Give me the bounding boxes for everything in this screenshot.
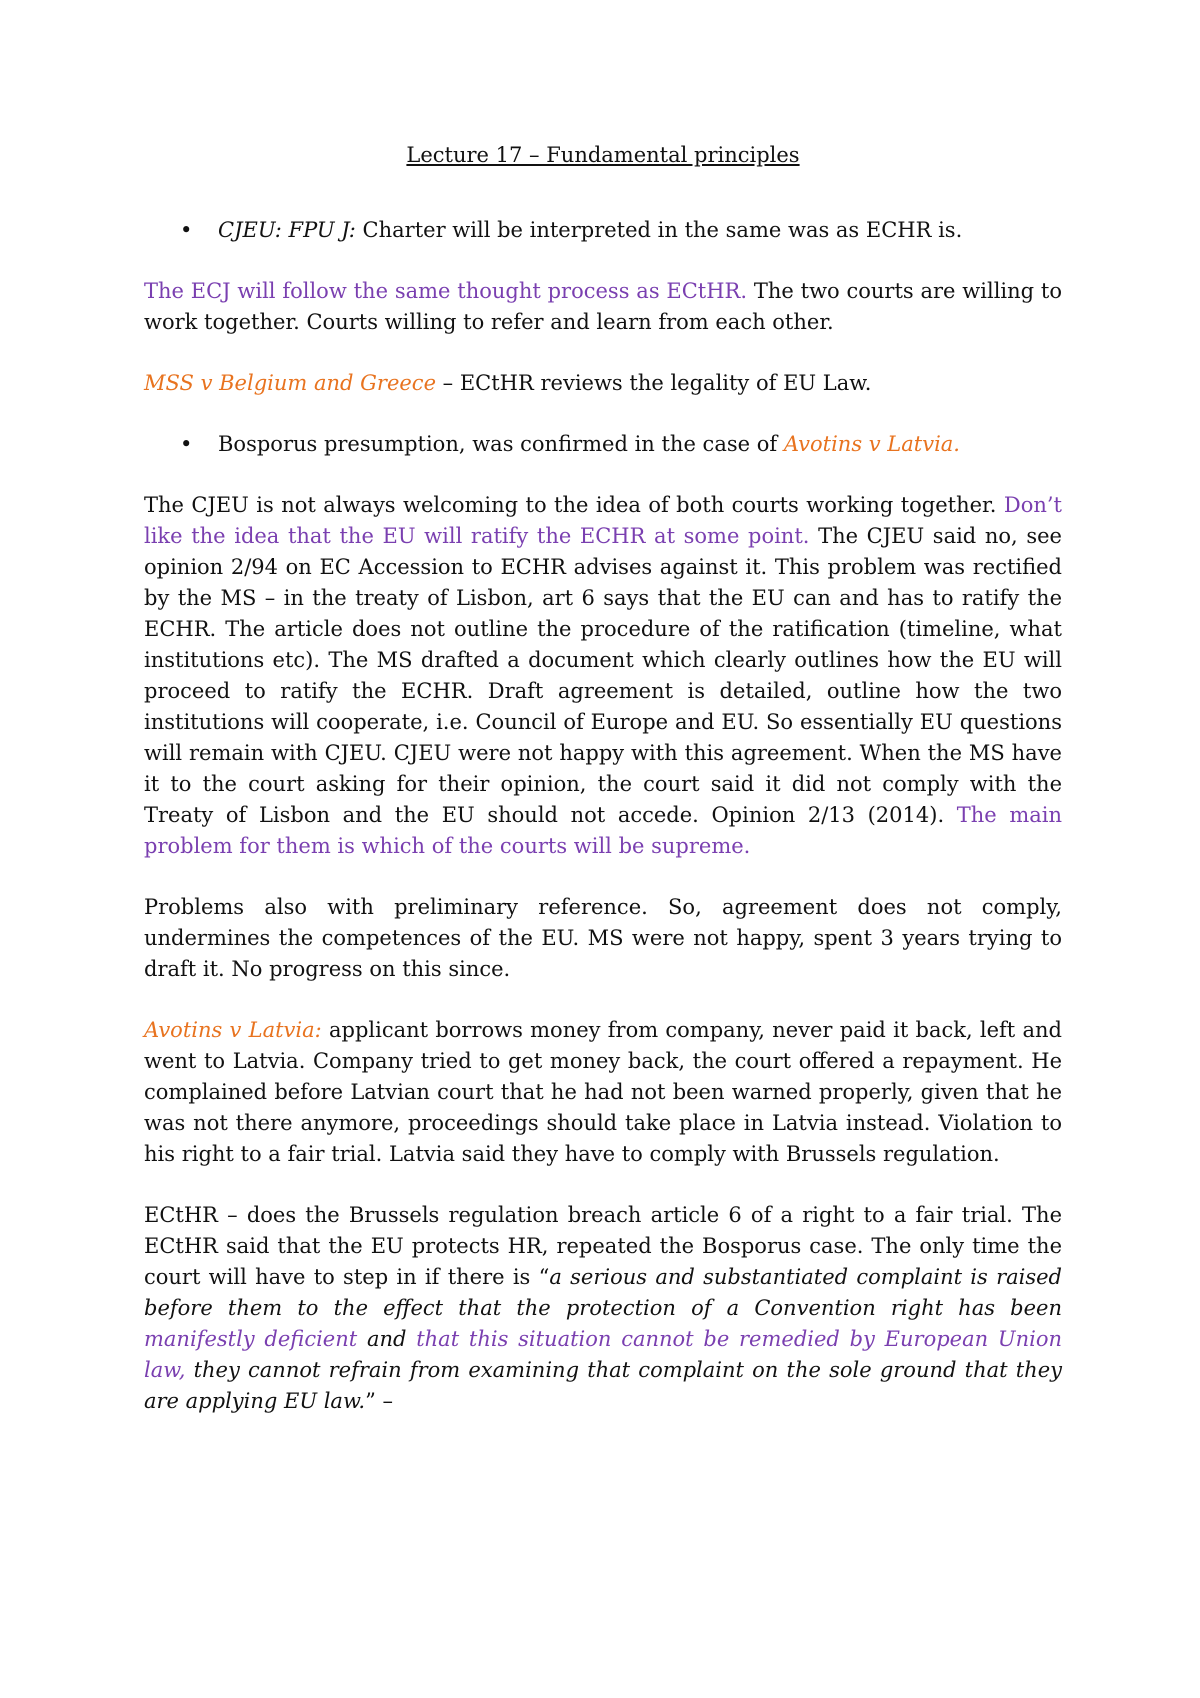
- quote-text: and: [357, 1327, 417, 1351]
- document-title: Lecture 17 – Fundamental principles: [406, 143, 800, 167]
- document-page: [144, 140, 1062, 1447]
- case-reference: CJEU: FPU J:: [218, 218, 356, 242]
- case-reference: Avotins v Latvia.: [783, 432, 960, 456]
- list-item: [180, 429, 1062, 460]
- highlighted-text: The main problem for them is which of the courts will be supreme.: [144, 803, 1062, 858]
- paragraph-cjeu-accession: [144, 490, 1062, 862]
- paragraph-avotins: [144, 1015, 1062, 1170]
- paragraph-text: The CJEU said no, see opinion 2/94 on EC Accession to ECHR advises against it. This problem was rectified by the MS – in the treaty of Lisbon, art 6 says that the EU can and has to ratify the ECHR. The article does not outline the procedure of the ratification (timeline, what institutions etc). The MS drafted a document which clearly outlines how the EU will proceed to ratify the ECHR. Draft agreement is detailed, outline how the two institutions will cooperate, i.e. Council of Europe and EU. So essentially EU questions will remain with CJEU. CJEU were not happy with this agreement. When the MS have it to the court asking for their opinion, the court said it did not comply with the Treaty of Lisbon and the EU should not accede. Opinion 2/13 (2014).: [144, 524, 1062, 827]
- highlighted-quote: manifestly deficient: [144, 1327, 358, 1351]
- bullet-icon: •: [180, 218, 193, 242]
- paragraph-ecj-ecthr: [144, 276, 1062, 338]
- highlighted-text: Don’t like the idea that the EU will ratify the ECHR at some point.: [144, 493, 1062, 548]
- case-reference: Avotins v Latvia:: [144, 1018, 322, 1042]
- bullet-icon: •: [180, 432, 193, 456]
- list-item-text: Charter will be interpreted in the same was as ECHR is.: [355, 218, 963, 242]
- highlighted-quote: that this situation cannot be remedied by European Union law,: [144, 1327, 1063, 1382]
- paragraph-preliminary-reference: [144, 892, 1062, 985]
- bullet-list-2: [144, 429, 1062, 460]
- bullet-list-1: [144, 215, 1062, 246]
- paragraph-text: ” –: [365, 1389, 394, 1413]
- paragraph-text: ECtHR – does the Brussels regulation breach article 6 of a right to a fair trial. The ECtHR said that the EU protects HR, repeated the Bosporus case. The only time the court will have to step in if there is “: [144, 1203, 1062, 1289]
- paragraph-text: Problems also with preliminary reference. So, agreement does not comply, undermines the competences of the EU. MS were not happy, spent 3 years trying to draft it. No progress on this since.: [144, 895, 1062, 981]
- list-item: [180, 215, 1062, 246]
- highlighted-text: The ECJ will follow the same thought process as ECtHR.: [144, 279, 748, 303]
- quote-text: they cannot refrain from examining that complaint on the sole ground that they are applying EU law.: [144, 1358, 1062, 1413]
- paragraph-text: applicant borrows money from company, never paid it back, left and went to Latvia. Company tried to get money back, the court offered a repayment. He complained before Latvian court that he had not been warned properly, given that he was not there anymore, proceedings should take place in Latvia instead. Violation to his right to a fair trial. Latvia said they have to comply with Brussels regulation.: [144, 1018, 1062, 1166]
- quote-text: a serious and substantiated complaint is raised before them to the effect that the protection of a Convention right has been: [144, 1265, 1062, 1320]
- paragraph-text: – ECtHR reviews the legality of EU Law.: [436, 371, 872, 395]
- list-item-text: Bosporus presumption, was confirmed in the case of: [218, 432, 784, 456]
- case-reference: MSS v Belgium and Greece: [144, 371, 436, 395]
- paragraph-mss: [144, 368, 1062, 399]
- paragraph-text: The two courts are willing to work together. Courts willing to refer and learn from each other.: [144, 279, 1062, 334]
- paragraph-ecthr-brussels: [144, 1200, 1062, 1417]
- paragraph-text: The CJEU is not always welcoming to the idea of both courts working together.: [144, 493, 1004, 517]
